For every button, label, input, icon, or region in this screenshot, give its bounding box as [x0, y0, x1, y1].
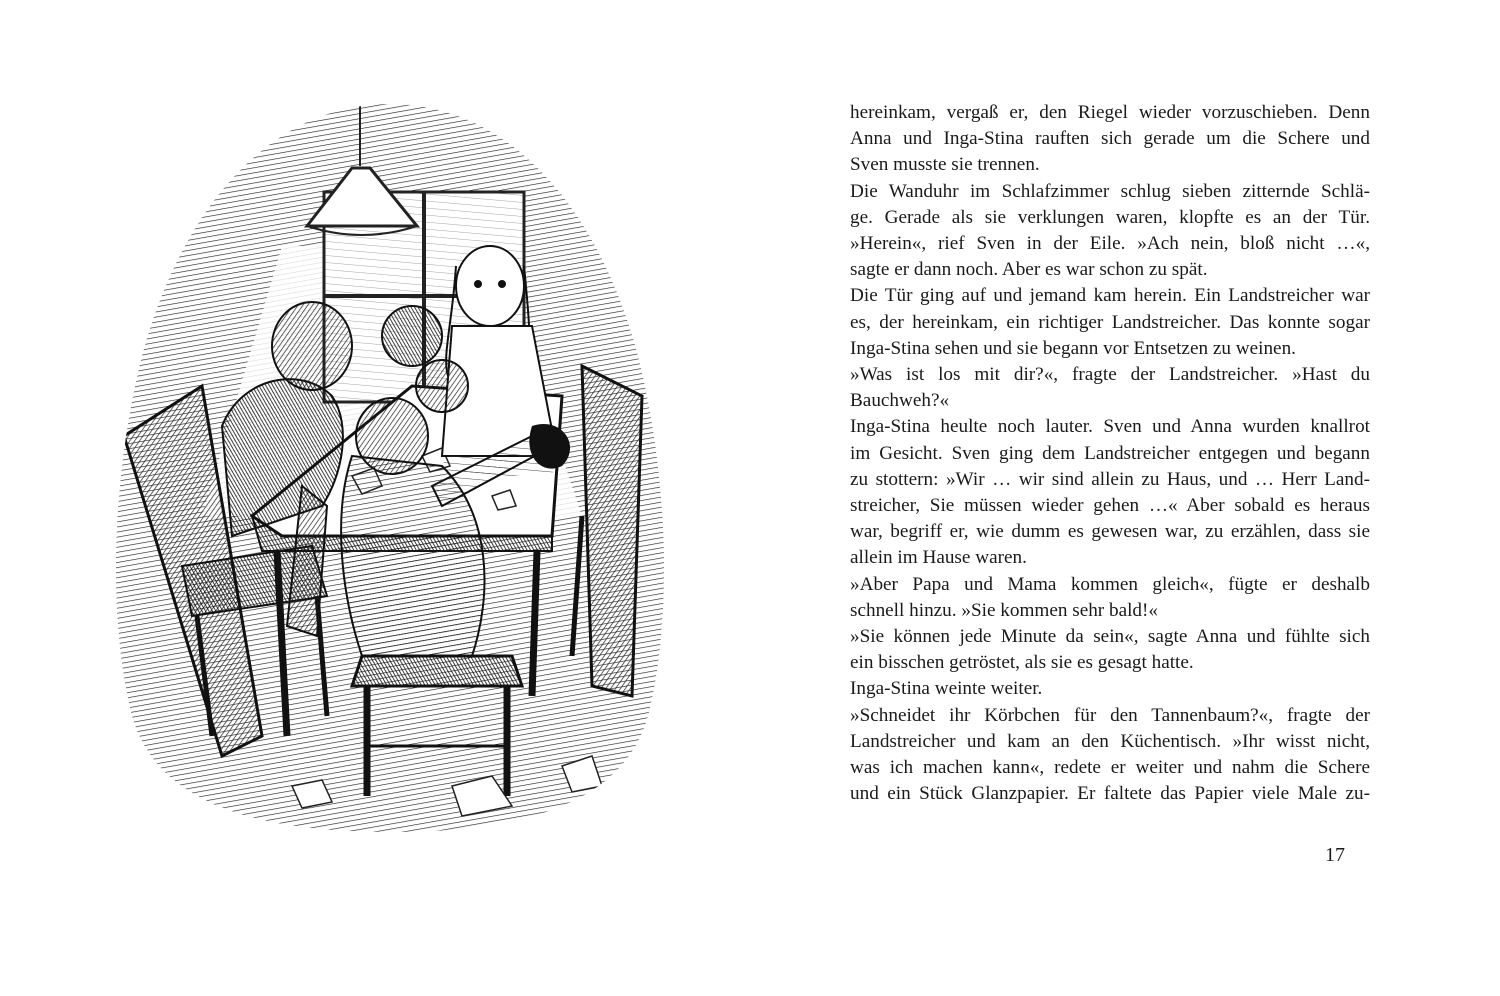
- text-line: Anna und Inga-Stina rauften sich gerade um die Schere und: [850, 128, 1370, 150]
- illustration-children-at-table: [112, 96, 668, 832]
- text-line: Sven musste sie trennen.: [850, 154, 1040, 176]
- text-line: Inga-Stina heulte noch lauter. Sven und Anna wurden knallrot: [850, 416, 1370, 438]
- text-line: streicher, Sie müssen wieder gehen …« Aber sobald es heraus: [850, 495, 1370, 517]
- text-line: im Gesicht. Sven ging dem Landstreicher entgegen und begann: [850, 442, 1370, 464]
- text-line: hereinkam, vergaß er, den Riegel wieder vorzuschieben. Denn: [850, 102, 1370, 123]
- text-line: Inga-Stina sehen und sie begann vor Entsetzen zu weinen.: [850, 337, 1296, 359]
- text-line: Die Tür ging auf und jemand kam herein. Ein Landstreicher war: [850, 285, 1370, 307]
- text-line: »Herein«, rief Sven in der Eile. »Ach nein, bloß nicht …«,: [850, 233, 1370, 255]
- text-line: Landstreicher und kam an den Küchentisch. »Ihr wisst nicht,: [850, 730, 1370, 752]
- right-page: [750, 0, 1500, 996]
- illustration-drawing: [112, 96, 668, 832]
- text-line: und ein Stück Glanzpapier. Er faltete das Papier viele Male zu-: [850, 783, 1370, 805]
- text-line: ge. Gerade als sie verklungen waren, klopfte es an der Tür.: [850, 206, 1370, 228]
- text-line: war, begriff er, wie dumm es gewesen war, zu erzählen, dass sie: [850, 521, 1370, 543]
- text-line: Die Wanduhr im Schlafzimmer schlug sieben zitternde Schlä-: [850, 180, 1370, 202]
- text-line: »Sie können jede Minute da sein«, sagte Anna und fühlte sich: [850, 626, 1370, 648]
- text-line: zu stottern: »Wir … wir sind allein zu Haus, und … Herr Land-: [850, 468, 1370, 490]
- text-line: es, der hereinkam, ein richtiger Landstreicher. Das konnte sogar: [850, 311, 1370, 333]
- text-line: »Aber Papa und Mama kommen gleich«, fügte er deshalb: [850, 573, 1370, 595]
- text-line: allein im Hause waren.: [850, 547, 1027, 569]
- text-line: was ich machen kann«, redete er weiter und nahm die Schere: [850, 757, 1370, 779]
- text-line: »Schneidet ihr Körbchen für den Tannenbaum?«, fragte der: [850, 704, 1370, 726]
- text-line: »Was ist los mit dir?«, fragte der Landstreicher. »Hast du: [850, 364, 1370, 386]
- body-text: [850, 100, 1370, 807]
- page-number: 17: [1325, 844, 1345, 866]
- text-line: Inga-Stina weinte weiter.: [850, 678, 1043, 700]
- text-line: ein bisschen getröstet, als sie es gesagt hatte.: [850, 652, 1194, 674]
- text-line: sagte er dann noch. Aber es war schon zu spät.: [850, 259, 1208, 281]
- text-line: Bauchweh?«: [850, 390, 950, 412]
- text-line: schnell hinzu. »Sie kommen sehr bald!«: [850, 599, 1159, 621]
